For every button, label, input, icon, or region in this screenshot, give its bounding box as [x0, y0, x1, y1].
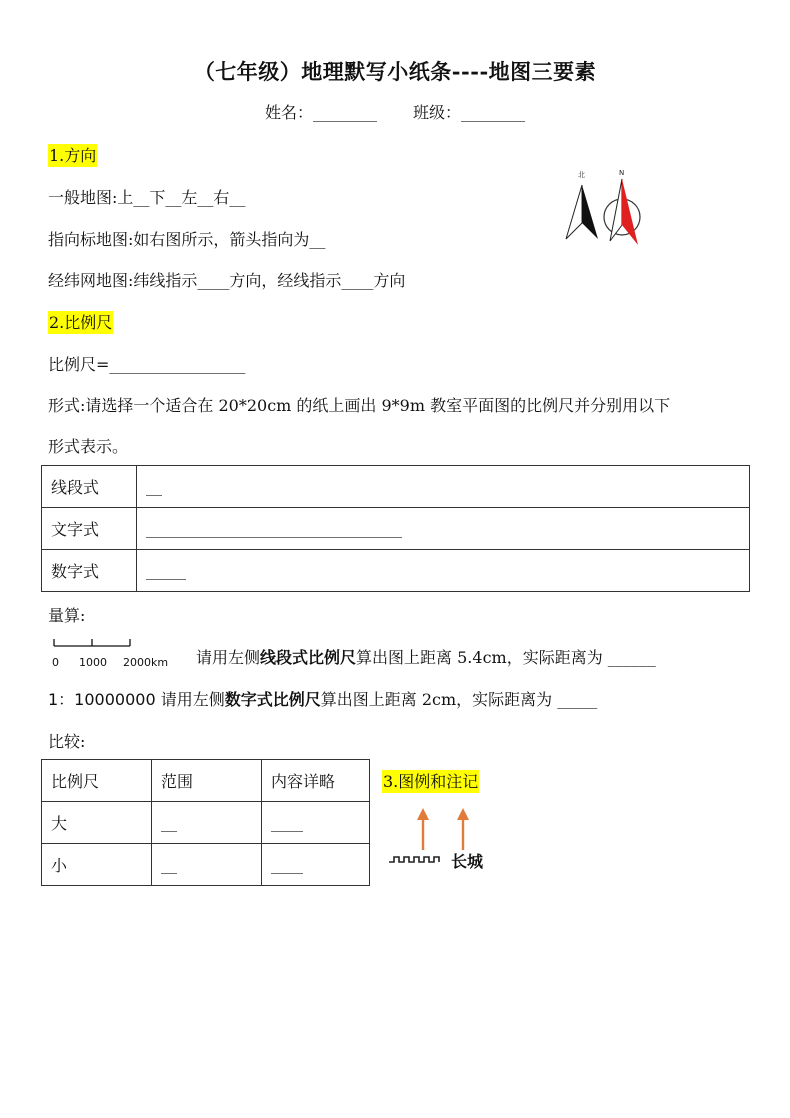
class-field[interactable]: 班级：________: [413, 103, 526, 122]
svg-text:2000km: 2000km: [123, 656, 169, 669]
scale-formula: 比例尺=_________________: [48, 355, 246, 374]
table-cell[interactable]: ____: [262, 844, 370, 886]
table-cell: 小: [42, 844, 152, 886]
form-blank[interactable]: __: [137, 466, 750, 508]
direction-pointer: 指向标地图:如右图所示，箭头指向为__: [48, 230, 326, 249]
form-label: 文字式: [42, 508, 137, 550]
legend-label: 长城: [451, 852, 484, 871]
compare-label: 比较:: [48, 732, 86, 751]
section-2-heading: 2.比例尺: [49, 313, 113, 332]
measure-label: 量算:: [48, 606, 86, 625]
svg-text:北: 北: [578, 171, 585, 179]
svg-text:0: 0: [52, 656, 59, 669]
header-cell: 内容详略: [262, 760, 370, 802]
name-field[interactable]: 姓名：________: [264, 103, 377, 122]
table-cell[interactable]: __: [152, 844, 262, 886]
table-row: [42, 466, 750, 508]
compare-table: [41, 759, 370, 886]
table-row: [42, 844, 370, 886]
scale-forms-table: [41, 465, 750, 592]
name-class-line: [0, 100, 790, 123]
svg-text:1000: 1000: [79, 656, 107, 669]
header-cell: 范围: [152, 760, 262, 802]
section-3-heading: 3.图例和注记: [383, 772, 479, 791]
section-1-heading: 1.方向: [49, 146, 97, 165]
measure-question-2: 1：10000000 请用左侧数字式比例尺算出图上距离 2cm，实际距离为 _____: [48, 690, 598, 709]
scale-form-instruction-2: 形式表示。: [48, 437, 129, 456]
header-cell: 比例尺: [42, 760, 152, 802]
table-cell[interactable]: __: [152, 802, 262, 844]
table-cell[interactable]: ____: [262, 802, 370, 844]
measure-question-1: 请用左侧线段式比例尺算出图上距离 5.4cm，实际距离为 ______: [196, 648, 656, 667]
table-row: [42, 802, 370, 844]
form-blank[interactable]: ________________________________: [137, 508, 750, 550]
form-blank[interactable]: _____: [137, 550, 750, 592]
scale-form-instruction-1: 形式:请选择一个适合在 20*20cm 的纸上画出 9*9m 教室平面图的比例尺并分别用以下: [48, 396, 671, 415]
direction-graticule: 经纬网地图:纬线指示____方向，经线指示____方向: [48, 271, 406, 290]
table-row: [42, 508, 750, 550]
table-row: [42, 550, 750, 592]
compass-icon: [560, 165, 650, 250]
svg-text:N: N: [619, 169, 625, 177]
scale-bar-icon: [50, 636, 180, 670]
form-label: 线段式: [42, 466, 137, 508]
table-row: [42, 760, 370, 802]
page-title: （七年级）地理默写小纸条----地图三要素: [193, 59, 597, 84]
form-label: 数字式: [42, 550, 137, 592]
table-cell: 大: [42, 802, 152, 844]
direction-general: 一般地图:上__下__左__右__: [48, 188, 246, 207]
